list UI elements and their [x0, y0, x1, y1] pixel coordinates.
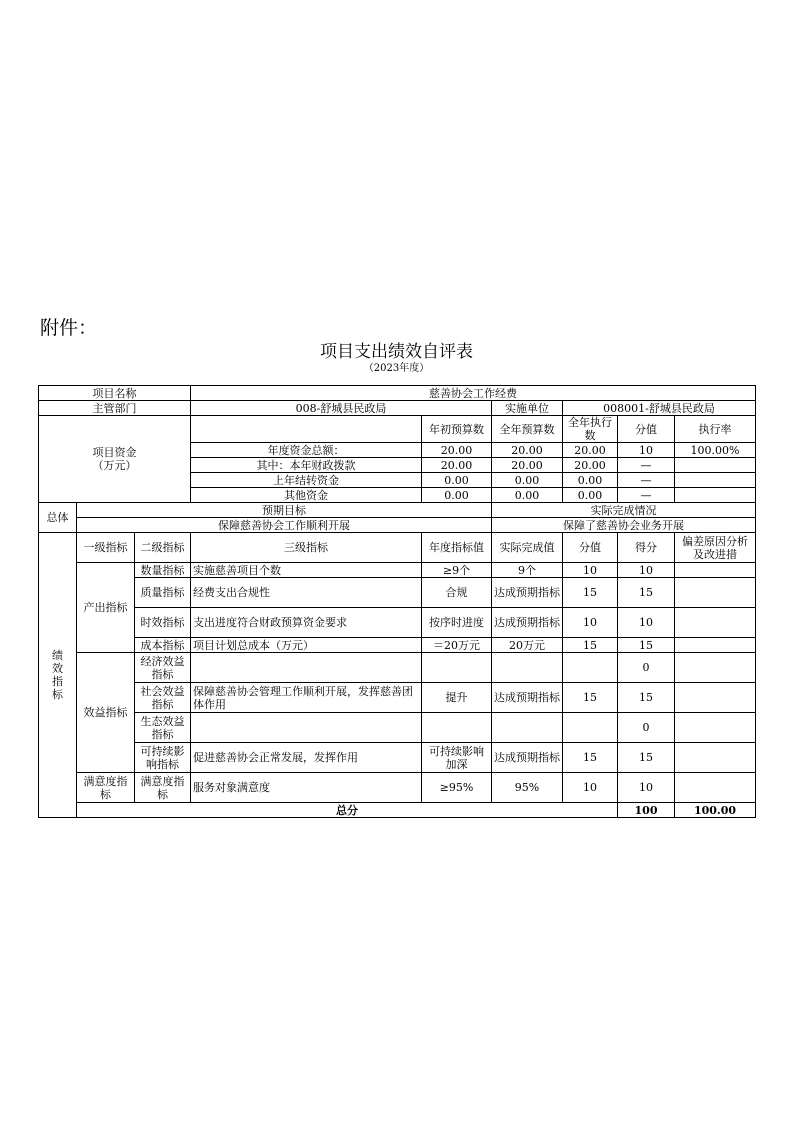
indicator-header-row — [39, 533, 756, 563]
indicator-reason — [675, 743, 756, 773]
indicator-l2: 可持续影响指标 — [135, 743, 191, 773]
indicator-l3 — [191, 653, 422, 683]
funds-row-score: 10 — [618, 443, 675, 458]
attachment-label: 附件： — [40, 317, 98, 339]
indicator-actual: 达成预期指标 — [492, 743, 563, 773]
benefit-label: 效益指标 — [77, 653, 135, 773]
indicator-score: 15 — [563, 638, 618, 653]
goals-row — [39, 518, 756, 533]
indicator-row — [39, 713, 756, 743]
indicator-reason — [675, 653, 756, 683]
indicator-reason — [675, 578, 756, 608]
indicator-score: 10 — [563, 608, 618, 638]
indicator-actual: 9个 — [492, 563, 563, 578]
funds-header-blank — [191, 416, 422, 443]
output-label: 产出指标 — [77, 563, 135, 653]
indicator-target — [422, 653, 492, 683]
indicator-row — [39, 608, 756, 638]
funds-row-annual: 0.00 — [492, 488, 563, 503]
h-got: 得分 — [618, 533, 675, 563]
indicator-score: 10 — [563, 773, 618, 803]
indicator-l3: 保障慈善协会管理工作顺利开展，发挥慈善团体作用 — [191, 683, 422, 713]
page-title: 项目支出绩效自评表 — [320, 342, 473, 362]
indicator-target — [422, 713, 492, 743]
indicator-score: 10 — [563, 563, 618, 578]
indicator-row — [39, 773, 756, 803]
indicator-l3: 服务对象满意度 — [191, 773, 422, 803]
indicator-got: 10 — [618, 608, 675, 638]
funds-row-exec: 20.00 — [563, 443, 618, 458]
actual-goal: 保障了慈善协会业务开展 — [492, 518, 756, 533]
funds-header-row — [39, 416, 756, 443]
funds-unit: （万元） — [92, 459, 137, 472]
indicator-l2: 生态效益指标 — [135, 713, 191, 743]
h-target: 年度指标值 — [422, 533, 492, 563]
goals-label: 总体 — [39, 503, 77, 533]
funds-row-name: 上年结转资金 — [191, 473, 422, 488]
indicator-score: 15 — [563, 683, 618, 713]
indicator-score — [563, 713, 618, 743]
funds-label-cell — [39, 416, 191, 503]
funds-row-name: 其中：本年财政拨款 — [191, 458, 422, 473]
total-got: 100.00 — [675, 803, 756, 818]
indicator-actual: 达成预期指标 — [492, 683, 563, 713]
funds-row-exec: 0.00 — [563, 473, 618, 488]
indicator-row — [39, 683, 756, 713]
indicators-label: 绩效指标 — [39, 533, 77, 818]
funds-row-annual: 0.00 — [492, 473, 563, 488]
indicator-l2: 质量指标 — [135, 578, 191, 608]
indicator-l3: 实施慈善项目个数 — [191, 563, 422, 578]
indicator-l3: 支出进度符合财政预算资金要求 — [191, 608, 422, 638]
indicator-reason — [675, 773, 756, 803]
indicator-row — [39, 638, 756, 653]
indicator-score: 15 — [563, 743, 618, 773]
indicator-reason — [675, 683, 756, 713]
indicator-target: ≥95% — [422, 773, 492, 803]
col-initial: 年初预算数 — [422, 416, 492, 443]
funds-row-rate — [675, 488, 756, 503]
indicator-target: ＝20万元 — [422, 638, 492, 653]
indicator-row — [39, 743, 756, 773]
expected-goal: 保障慈善协会工作顺利开展 — [77, 518, 492, 533]
funds-row-score: — — [618, 458, 675, 473]
project-name-label: 项目名称 — [39, 386, 191, 401]
indicator-reason — [675, 713, 756, 743]
funds-row-score: — — [618, 473, 675, 488]
indicator-row — [39, 563, 756, 578]
indicator-l2: 数量指标 — [135, 563, 191, 578]
funds-row-rate: 100.00% — [675, 443, 756, 458]
indicator-actual: 达成预期指标 — [492, 608, 563, 638]
expected-goal-label: 预期目标 — [77, 503, 492, 518]
funds-row-name: 其他资金 — [191, 488, 422, 503]
funds-row-exec: 0.00 — [563, 488, 618, 503]
funds-row-initial: 20.00 — [422, 443, 492, 458]
h-level2: 二级指标 — [135, 533, 191, 563]
col-score: 分值 — [618, 416, 675, 443]
dept-value: 008-舒城县民政局 — [191, 401, 492, 416]
indicator-target: 合规 — [422, 578, 492, 608]
indicator-actual: 95% — [492, 773, 563, 803]
h-actual: 实际完成值 — [492, 533, 563, 563]
goals-header-row — [39, 503, 756, 518]
funds-row-initial: 0.00 — [422, 473, 492, 488]
total-score: 100 — [618, 803, 675, 818]
indicator-l3: 促进慈善协会正常发展，发挥作用 — [191, 743, 422, 773]
indicator-reason — [675, 608, 756, 638]
total-label: 总分 — [77, 803, 618, 818]
funds-row-annual: 20.00 — [492, 458, 563, 473]
indicator-l2: 时效指标 — [135, 608, 191, 638]
funds-row-exec: 20.00 — [563, 458, 618, 473]
indicator-l2: 经济效益指标 — [135, 653, 191, 683]
indicator-got: 10 — [618, 563, 675, 578]
total-row — [39, 803, 756, 818]
indicator-target: 按序时进度 — [422, 608, 492, 638]
indicator-got: 15 — [618, 683, 675, 713]
funds-row-name: 年度资金总额： — [191, 443, 422, 458]
indicator-score: 15 — [563, 578, 618, 608]
indicator-got: 15 — [618, 578, 675, 608]
indicator-l3 — [191, 713, 422, 743]
h-score: 分值 — [563, 533, 618, 563]
indicator-target: 可持续影响加深 — [422, 743, 492, 773]
funds-row-rate — [675, 458, 756, 473]
funds-label: 项目资金 — [92, 446, 137, 459]
col-annual: 全年预算数 — [492, 416, 563, 443]
indicator-l3: 项目计划总成本（万元） — [191, 638, 422, 653]
funds-row-initial: 0.00 — [422, 488, 492, 503]
indicator-actual: 达成预期指标 — [492, 578, 563, 608]
indicator-got: 15 — [618, 638, 675, 653]
indicator-actual — [492, 713, 563, 743]
indicator-got: 15 — [618, 743, 675, 773]
funds-row-rate — [675, 473, 756, 488]
dept-row — [39, 401, 756, 416]
indicator-target: 提升 — [422, 683, 492, 713]
indicator-actual — [492, 653, 563, 683]
year-subtitle: （2023年度） — [363, 363, 430, 374]
indicator-got: 0 — [618, 713, 675, 743]
indicator-target: ≥9个 — [422, 563, 492, 578]
satisfaction-label: 满意度指标 — [77, 773, 135, 803]
actual-goal-label: 实际完成情况 — [492, 503, 756, 518]
indicator-l2: 成本指标 — [135, 638, 191, 653]
unit-label: 实施单位 — [492, 401, 563, 416]
indicator-row — [39, 653, 756, 683]
project-name-value: 慈善协会工作经费 — [191, 386, 756, 401]
funds-row-initial: 20.00 — [422, 458, 492, 473]
indicator-reason — [675, 563, 756, 578]
unit-value: 008001-舒城县民政局 — [563, 401, 756, 416]
h-level1: 一级指标 — [77, 533, 135, 563]
indicator-got: 0 — [618, 653, 675, 683]
indicator-got: 10 — [618, 773, 675, 803]
h-reason: 偏差原因分析及改进措 — [675, 533, 756, 563]
h-level3: 三级指标 — [191, 533, 422, 563]
indicator-reason — [675, 638, 756, 653]
indicator-score — [563, 653, 618, 683]
indicator-l3: 经费支出合规性 — [191, 578, 422, 608]
funds-row-annual: 20.00 — [492, 443, 563, 458]
indicator-l2: 社会效益指标 — [135, 683, 191, 713]
dept-label: 主管部门 — [39, 401, 191, 416]
funds-row-score: — — [618, 488, 675, 503]
evaluation-table — [38, 385, 756, 818]
indicator-l2: 满意度指标 — [135, 773, 191, 803]
col-rate: 执行率 — [675, 416, 756, 443]
indicator-row — [39, 578, 756, 608]
indicator-actual: 20万元 — [492, 638, 563, 653]
project-name-row — [39, 386, 756, 401]
col-exec: 全年执行数 — [563, 416, 618, 443]
